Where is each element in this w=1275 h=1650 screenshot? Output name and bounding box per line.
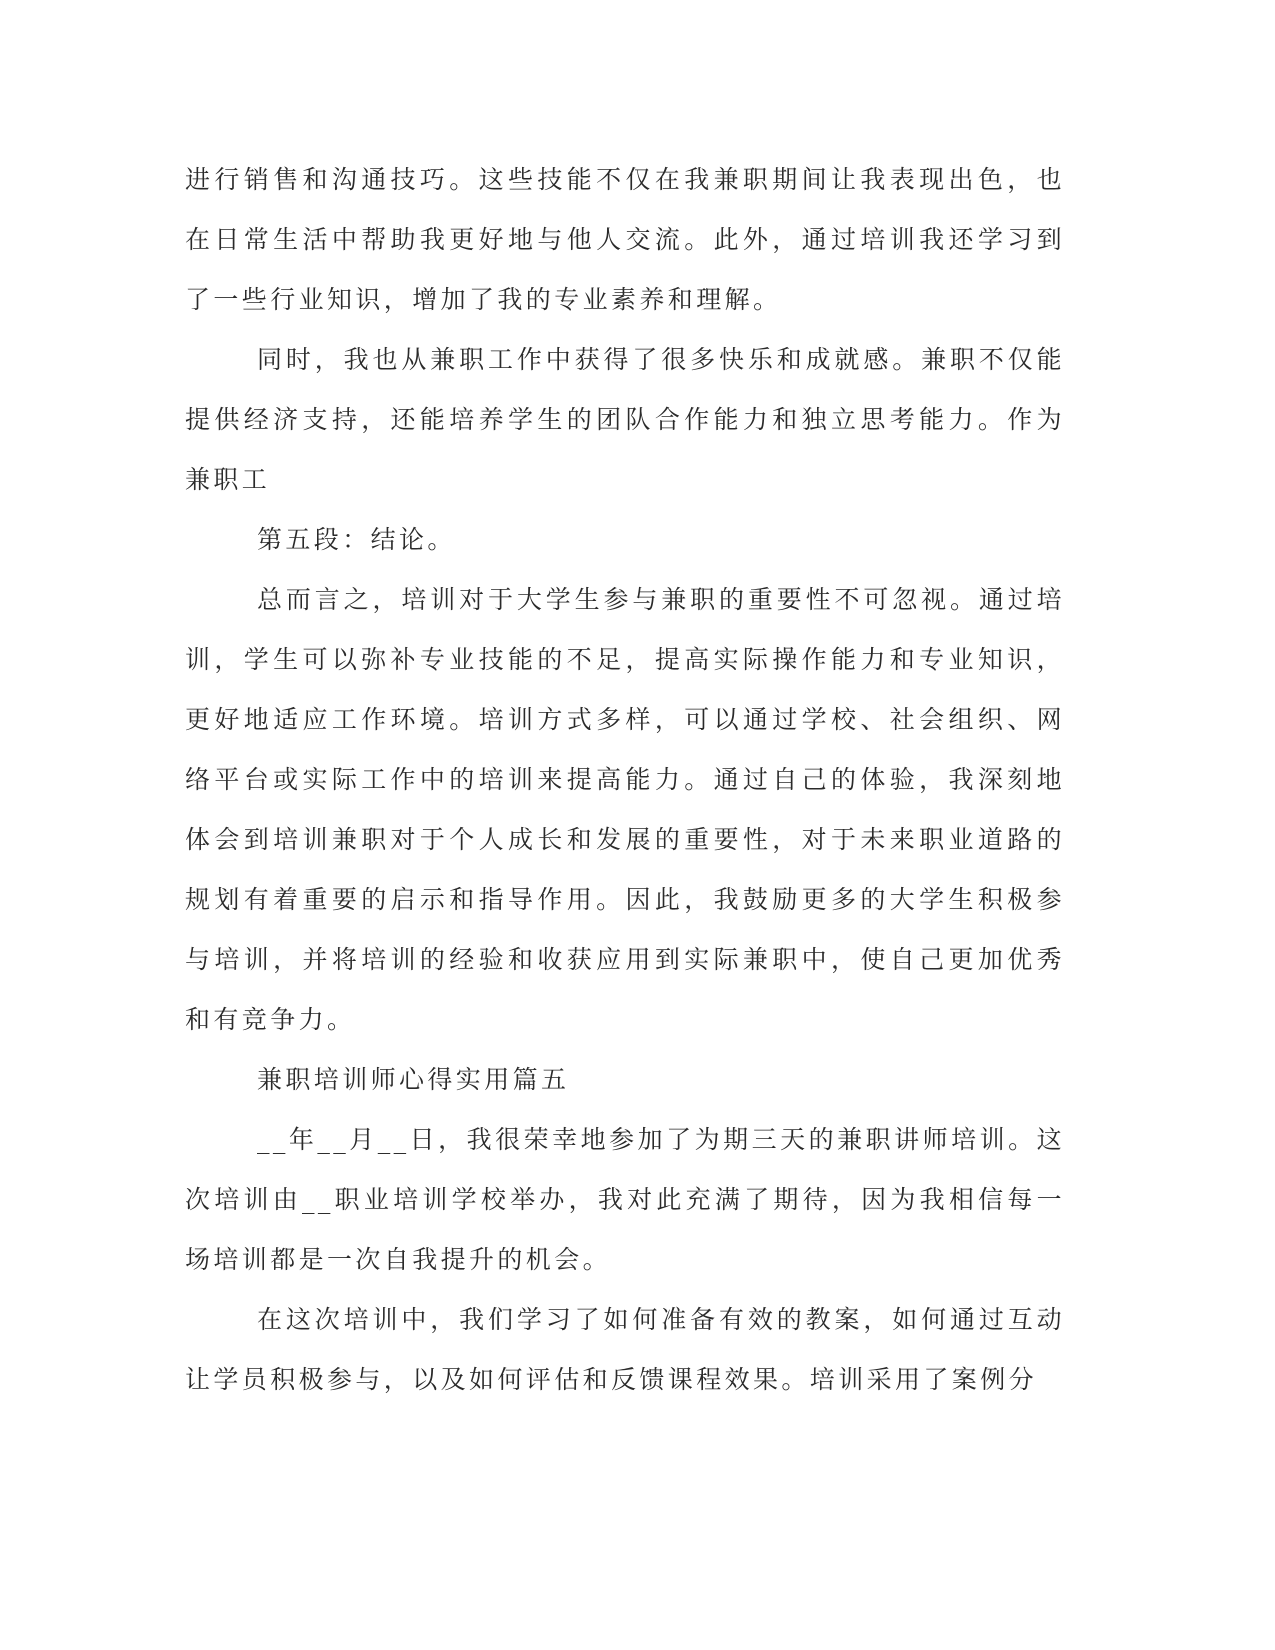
paragraph-training-intro: __年__月__日，我很荣幸地参加了为期三天的兼职讲师培训。这次培训由__职业培训学校举办，我对此充满了期待，因为我相信每一场培训都是一次自我提升的机会。 [185,1125,1065,1274]
paragraph-conclusion: 总而言之，培训对于大学生参与兼职的重要性不可忽视。通过培训，学生可以弥补专业技能的不足，提高实际操作能力和专业知识，更好地适应工作环境。培训方式多样，可以通过学校、社会组织、网络平台或实际工作中的培训来提高能力。通过自己的体验，我深刻地体会到培训兼职对于个人成长和发展的重要性，对于未来职业道路的规划有着重要的启示和指导作用。因此，我鼓励更多的大学生积极参与培训，并将培训的经验和收获应用到实际兼职中，使自己更加优秀和有竞争力。 [185,585,1065,1034]
section-heading-conclusion: 第五段：结论。 [257,525,456,554]
article-title-part-five: 兼职培训师心得实用篇五 [257,1065,570,1094]
paragraph-1: 进行销售和沟通技巧。这些技能不仅在我兼职期间让我表现出色，也在日常生活中帮助我更好地与他人交流。此外，通过培训我还学习到了一些行业知识，增加了我的专业素养和理解。 [185,165,1065,314]
paragraph-training-content: 在这次培训中，我们学习了如何准备有效的教案，如何通过互动让学员积极参与，以及如何评估和反馈课程效果。培训采用了案例分 [185,1305,1065,1394]
document-page [185,150,1065,1410]
paragraph-2: 同时，我也从兼职工作中获得了很多快乐和成就感。兼职不仅能提供经济支持，还能培养学生的团队合作能力和独立思考能力。作为兼职工 [185,345,1065,494]
